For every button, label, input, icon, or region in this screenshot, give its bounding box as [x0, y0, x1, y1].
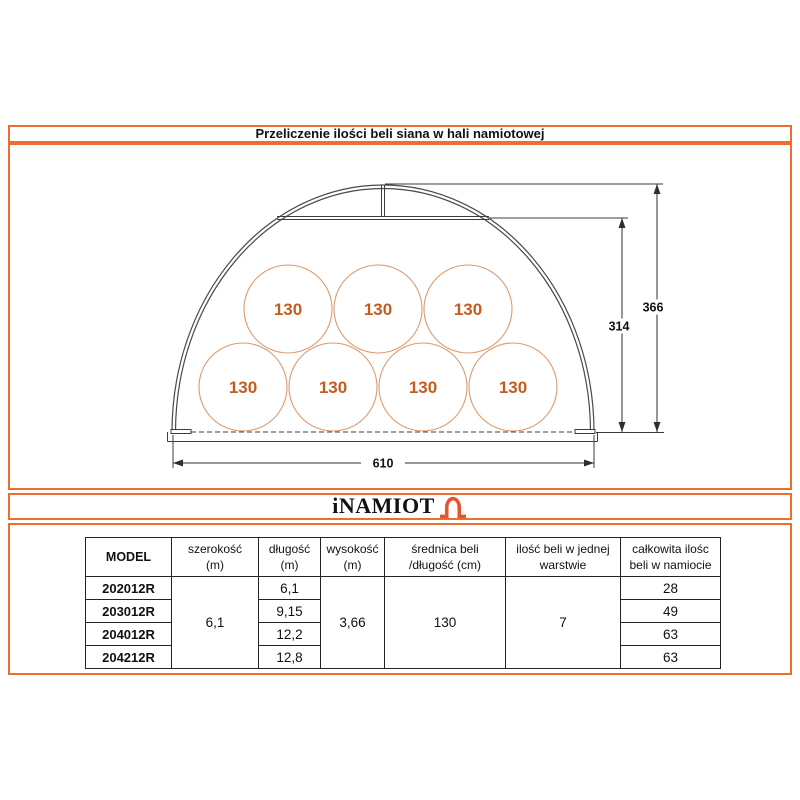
hay-bales	[199, 265, 557, 431]
cell-ilosc-warstwa-merged: 7	[506, 577, 621, 669]
cell-dlugosc: 6,1	[259, 577, 321, 600]
col-header-srednica: średnica beli /długość (cm)	[385, 538, 506, 577]
cell-total: 28	[621, 577, 721, 600]
logo-bar	[8, 493, 792, 520]
cell-model: 203012R	[86, 600, 172, 623]
tent-center-post	[382, 185, 385, 217]
cell-srednica-merged: 130	[385, 577, 506, 669]
tent-arch-icon	[438, 494, 468, 519]
tent-foot-right	[575, 430, 595, 434]
cell-total: 49	[621, 600, 721, 623]
cell-dlugosc: 9,15	[259, 600, 321, 623]
col-header-szerokosc: szerokość (m)	[172, 538, 259, 577]
tent-cross-section-diagram	[10, 145, 790, 488]
col-header-calkowita: całkowita ilośc beli w namiocie	[621, 538, 721, 577]
dimension-height-wall	[601, 218, 637, 432]
table-row	[86, 577, 721, 600]
bale-diameter-label: 130	[453, 300, 483, 319]
col-header-model: MODEL	[86, 538, 172, 577]
models-table	[85, 537, 721, 669]
cell-dlugosc: 12,2	[259, 623, 321, 646]
bale-diameter-label: 130	[273, 300, 303, 319]
logo-text: iNAMIOT	[332, 492, 435, 518]
dimension-height-total	[635, 184, 671, 432]
col-header-dlugosc: długość (m)	[259, 538, 321, 577]
page-title: Przeliczenie ilości beli siana w hali namiotowej	[255, 126, 545, 141]
table-header-row	[86, 538, 721, 577]
tent-foot-left	[171, 430, 191, 434]
cell-total: 63	[621, 646, 721, 669]
bale-diameter-label: 130	[228, 378, 258, 397]
cell-model: 204212R	[86, 646, 172, 669]
cell-szerokosc-merged: 6,1	[172, 577, 259, 669]
cell-total: 63	[621, 623, 721, 646]
col-header-ilosc-warstwa: ilość beli w jednej warstwie	[506, 538, 621, 577]
dim-314-label: 314	[608, 319, 630, 334]
diagram-panel	[8, 143, 792, 490]
cell-wysokosc-merged: 3,66	[321, 577, 385, 669]
tent-base-frame	[168, 432, 598, 442]
bale-diameter-label: 130	[318, 378, 348, 397]
tent-crossbar	[277, 217, 489, 220]
cell-model: 202012R	[86, 577, 172, 600]
bale-diameter-label: 130	[408, 378, 438, 397]
dimension-width	[173, 456, 594, 471]
cell-model: 204012R	[86, 623, 172, 646]
col-header-wysokosc: wysokość (m)	[321, 538, 385, 577]
bale-diameter-label: 130	[498, 378, 528, 397]
cell-dlugosc: 12,8	[259, 646, 321, 669]
dim-366-label: 366	[642, 300, 664, 315]
title-bar	[8, 125, 792, 143]
dim-610-label: 610	[372, 456, 394, 471]
bale-diameter-label: 130	[363, 300, 393, 319]
table-panel	[8, 523, 792, 675]
